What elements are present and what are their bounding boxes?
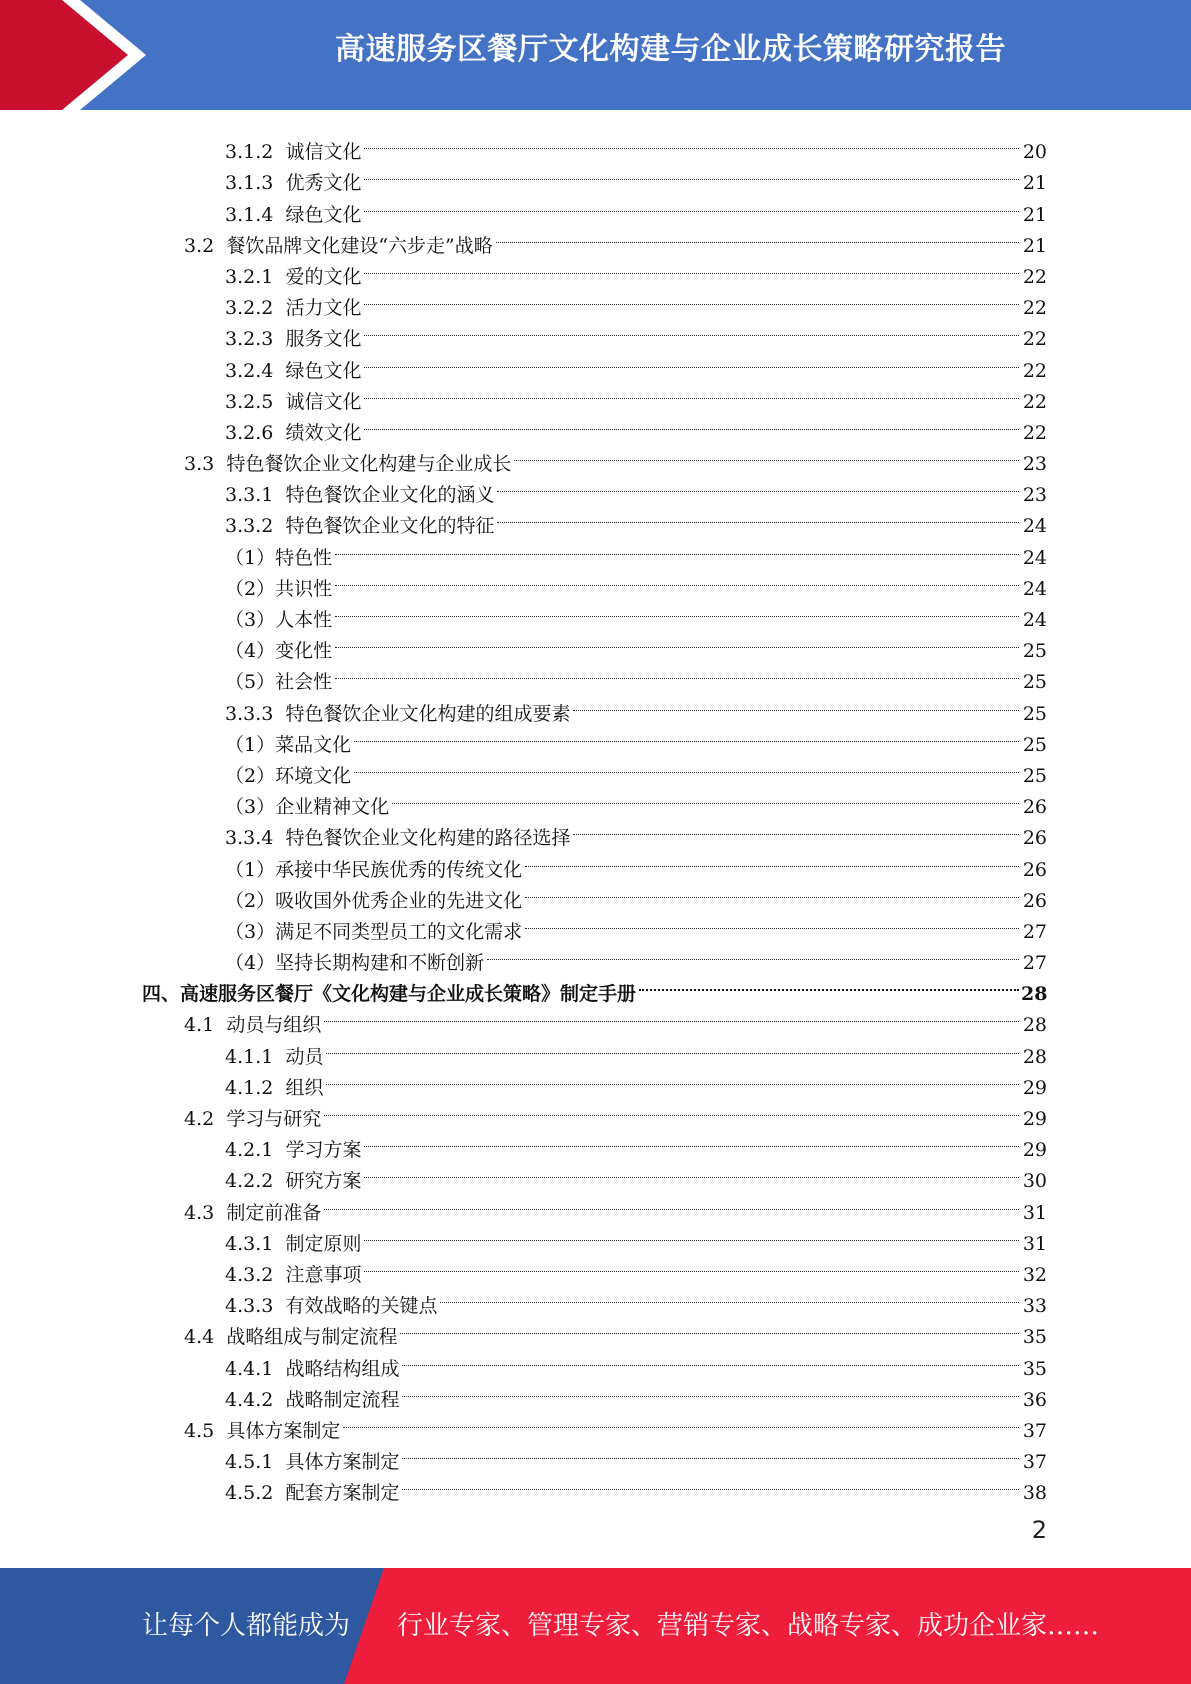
toc-dot-leader: [364, 314, 1019, 345]
toc-entry-label: 变化性: [275, 640, 333, 663]
toc-entry-page: 25: [1022, 764, 1047, 787]
toc-entry-label: 企业精神文化: [275, 796, 390, 819]
toc-entry-number: 3.3.2: [225, 515, 274, 538]
toc-entry-label: 战略组成与制定流程: [226, 1326, 398, 1349]
toc-entry-page: 37: [1022, 1451, 1047, 1474]
document-title: 高速服务区餐厅文化构建与企业成长策略研究报告: [335, 32, 1006, 67]
toc-entry-label: 满足不同类型员工的文化需求: [275, 920, 523, 943]
toc-entry[interactable]: [0, 1281, 1191, 1318]
toc-entry-number: （2）: [225, 764, 276, 787]
toc-dot-leader: [639, 969, 1019, 1000]
toc-entry-page: 29: [1022, 1139, 1047, 1162]
toc-dot-leader: [326, 1031, 1019, 1062]
toc-entry-label: 制定前准备: [226, 1201, 322, 1224]
toc-entry-page: 23: [1022, 453, 1047, 476]
toc-entry-label: 特色餐饮企业文化的特征: [285, 515, 495, 538]
toc-dot-leader: [402, 1437, 1019, 1468]
footer-slogan-left: 让每个人都能成为: [142, 1611, 351, 1641]
toc-entry[interactable]: [0, 314, 1191, 351]
toc-entry-label: 特色性: [275, 546, 333, 569]
toc-entry[interactable]: [0, 564, 1191, 600]
toc-entry-label: 特色餐饮企业文化的涵义: [285, 484, 495, 507]
toc-entry-number: （3）: [225, 920, 276, 943]
toc-dot-leader: [335, 626, 1019, 657]
toc-entry-label: 坚持长期构建和不断创新: [275, 952, 485, 975]
toc-entry[interactable]: [0, 345, 1191, 382]
toc-entry[interactable]: [0, 1250, 1191, 1286]
toc-entry[interactable]: [0, 1000, 1191, 1037]
page-header: [0, 0, 1191, 110]
toc-entry-page: 24: [1022, 577, 1047, 600]
toc-entry[interactable]: [0, 813, 1191, 850]
toc-entry[interactable]: [0, 688, 1191, 725]
toc-dot-leader: [400, 1312, 1019, 1343]
toc-entry-page: 35: [1022, 1357, 1047, 1380]
toc-entry-number: 四、: [142, 983, 181, 1006]
toc-entry-label: 餐饮品牌文化建设“六步走”战略: [226, 234, 493, 257]
toc-entry-page: 26: [1022, 889, 1047, 912]
toc-entry-number: （4）: [225, 640, 276, 663]
toc-entry-number: （1）: [225, 858, 276, 881]
toc-dot-leader: [335, 657, 1019, 688]
toc-entry-label: 服务文化: [285, 328, 362, 351]
toc-entry-page: 28: [1022, 1014, 1047, 1037]
toc-entry[interactable]: [0, 720, 1191, 756]
toc-entry[interactable]: [0, 595, 1191, 631]
toc-entry-label: 特色餐饮企业文化构建与企业成长: [226, 453, 512, 476]
toc-entry-label: 承接中华民族优秀的传统文化: [275, 858, 523, 881]
toc-entry-page: 22: [1022, 421, 1047, 444]
toc-entry-number: 3.3.3: [225, 702, 274, 725]
toc-entry-number: 3.3.4: [225, 827, 274, 850]
toc-entry-page: 22: [1022, 265, 1047, 288]
toc-entry-page: 24: [1022, 546, 1047, 569]
page-number: 2: [1031, 1516, 1047, 1544]
toc-entry-page: 36: [1022, 1388, 1047, 1411]
toc-entry-page: 25: [1022, 671, 1047, 694]
toc-entry[interactable]: [0, 127, 1191, 164]
toc-entry-page: 32: [1022, 1263, 1047, 1286]
toc-dot-leader: [402, 1343, 1019, 1374]
toc-dot-leader: [364, 1250, 1019, 1281]
toc-dot-leader: [364, 158, 1019, 189]
toc-entry-number: 4.1.2: [225, 1076, 274, 1099]
toc-entry-number: 4.1: [184, 1014, 215, 1037]
toc-dot-leader: [335, 564, 1019, 595]
toc-entry-label: 注意事项: [285, 1263, 362, 1286]
toc-entry-label: 战略结构组成: [285, 1357, 400, 1380]
toc-dot-leader: [514, 439, 1019, 470]
toc-entry-page: 22: [1022, 297, 1047, 320]
toc-entry[interactable]: [0, 876, 1191, 912]
toc-entry-page: 22: [1022, 359, 1047, 382]
toc-entry-number: （1）: [225, 546, 276, 569]
toc-entry-number: 4.1.1: [225, 1045, 274, 1068]
toc-entry-page: 30: [1022, 1170, 1047, 1193]
toc-dot-leader: [440, 1281, 1019, 1312]
toc-dot-leader: [364, 252, 1019, 283]
toc-dot-leader: [364, 283, 1019, 314]
toc-entry-page: 38: [1022, 1482, 1047, 1505]
toc-dot-leader: [497, 501, 1019, 532]
toc-dot-leader: [326, 1063, 1019, 1094]
toc-entry-label: 学习方案: [285, 1139, 362, 1162]
toc-entry-page: 25: [1022, 733, 1047, 756]
toc-entry-label: 爱的文化: [285, 265, 362, 288]
toc-entry-number: 4.3.2: [225, 1263, 274, 1286]
toc-entry-number: 4.4: [184, 1326, 215, 1349]
footer-slogan-right: 行业专家、管理专家、营销专家、战略专家、成功企业家……: [397, 1611, 1100, 1641]
toc-entry-number: 4.3.1: [225, 1232, 274, 1255]
toc-entry[interactable]: [0, 501, 1191, 538]
toc-entry[interactable]: [0, 1031, 1191, 1068]
toc-dot-leader: [343, 1406, 1019, 1437]
toc-dot-leader: [335, 595, 1019, 626]
toc-entry-number: 3.3: [184, 453, 215, 476]
toc-entry[interactable]: [0, 408, 1191, 444]
toc-entry-number: 3.2.4: [225, 359, 274, 382]
toc-entry[interactable]: [0, 1437, 1191, 1474]
toc-entry-label: 人本性: [275, 609, 333, 631]
toc-entry-number: 4.4.2: [225, 1388, 274, 1411]
toc-entry-number: 4.3.3: [225, 1295, 274, 1318]
toc-entry[interactable]: [0, 1125, 1191, 1162]
toc-dot-leader: [487, 938, 1019, 969]
toc-entry-number: （2）: [225, 889, 276, 912]
toc-entry-label: 有效战略的关键点: [285, 1295, 438, 1318]
toc-entry-number: （3）: [225, 796, 276, 819]
toc-entry-page: 26: [1022, 827, 1047, 850]
toc-entry-page: 24: [1022, 515, 1047, 538]
toc-dot-leader: [324, 1187, 1019, 1218]
toc-entry-label: 高速服务区餐厅《文化构建与企业成长策略》制定手册: [180, 983, 637, 1006]
toc-dot-leader: [402, 1375, 1019, 1406]
toc-entry-label: 具体方案制定: [226, 1419, 341, 1442]
toc-entry-number: 3.3.1: [225, 484, 274, 507]
toc-entry-number: 3.2.6: [225, 421, 274, 444]
toc-entry-page: 21: [1022, 203, 1047, 226]
toc-entry-number: 3.2.5: [225, 390, 274, 413]
toc-entry-number: 4.5: [184, 1419, 215, 1442]
toc-entry-page: 26: [1022, 796, 1047, 819]
toc-entry-title: [225, 1478, 402, 1509]
toc-entry-label: 特色餐饮企业文化构建的路径选择: [285, 827, 571, 850]
toc-entry[interactable]: [0, 657, 1191, 694]
toc-entry-label: 共识性: [275, 577, 333, 600]
toc-entry[interactable]: [0, 907, 1191, 943]
toc-entry-label: 战略制定流程: [285, 1388, 400, 1411]
toc-entry-page: 31: [1022, 1232, 1047, 1255]
toc-entry-label: 绿色文化: [285, 359, 362, 382]
toc-entry-label: 环境文化: [275, 764, 352, 787]
toc-dot-leader: [497, 470, 1019, 501]
toc-entry-number: 3.2.2: [225, 297, 274, 320]
toc-entry-label: 配套方案制定: [285, 1482, 400, 1505]
toc-dot-leader: [364, 408, 1019, 439]
toc-entry-number: 4.2.1: [225, 1139, 274, 1162]
toc-entry[interactable]: [0, 1406, 1191, 1442]
toc-entry-page: 29: [1022, 1108, 1047, 1130]
toc-entry-page: 27: [1022, 952, 1047, 975]
toc-entry-page: 31: [1022, 1201, 1047, 1224]
toc-entry-page: 24: [1022, 609, 1047, 631]
toc-dot-leader: [364, 345, 1019, 376]
toc-dot-leader: [354, 720, 1019, 751]
toc-dot-leader: [364, 189, 1019, 220]
toc-entry-label: 具体方案制定: [285, 1451, 400, 1474]
toc-entry-number: 3.2.3: [225, 328, 274, 351]
toc-entry-page: 21: [1022, 234, 1047, 257]
toc-entry-page: 22: [1022, 390, 1047, 413]
toc-dot-leader: [364, 127, 1019, 158]
toc-entry-number: 4.4.1: [225, 1357, 274, 1380]
toc-entry-label: 动员: [285, 1045, 324, 1068]
toc-entry-page: 29: [1022, 1076, 1047, 1099]
toc-dot-leader: [525, 844, 1019, 875]
toc-entry-number: 3.1.3: [225, 172, 274, 195]
toc-entry-number: 3.1.4: [225, 203, 274, 226]
toc-entry-label: 动员与组织: [226, 1014, 322, 1037]
toc-entry-number: （4）: [225, 952, 276, 975]
toc-entry[interactable]: [0, 938, 1191, 975]
toc-dot-leader: [364, 1219, 1019, 1250]
toc-entry[interactable]: [0, 1063, 1191, 1099]
toc-entry-label: 组织: [285, 1076, 324, 1099]
toc-entry-number: 4.3: [184, 1201, 215, 1224]
toc-entry-number: 3.2: [184, 234, 215, 257]
toc-entry-number: 3.1.2: [225, 141, 274, 164]
toc-dot-leader: [335, 532, 1019, 563]
toc-entry-number: （1）: [225, 733, 276, 756]
toc-entry[interactable]: [0, 1468, 1191, 1505]
toc-entry[interactable]: [0, 782, 1191, 819]
toc-dot-leader: [525, 907, 1019, 938]
toc-dot-leader: [354, 751, 1019, 782]
toc-entry[interactable]: [0, 751, 1191, 787]
toc-entry-number: 4.5.2: [225, 1482, 274, 1505]
toc-dot-leader: [496, 221, 1019, 252]
toc-dot-leader: [573, 813, 1019, 844]
toc-entry[interactable]: [0, 439, 1191, 476]
toc-entry-label: 绿色文化: [285, 203, 362, 226]
toc-entry-page: 33: [1022, 1295, 1047, 1318]
toc-entry-number: 3.2.1: [225, 265, 274, 288]
toc-entry-page: 28: [1021, 983, 1048, 1006]
toc-entry-number: 4.2.2: [225, 1170, 274, 1193]
toc-entry-number: （3）: [225, 609, 276, 631]
toc-entry-number: 4.5.1: [225, 1451, 274, 1474]
toc-entry[interactable]: [0, 844, 1191, 881]
toc-entry-page: 20: [1022, 141, 1047, 164]
toc-entry-label: 诚信文化: [285, 141, 362, 164]
toc-dot-leader: [364, 1125, 1019, 1156]
toc-dot-leader: [364, 1156, 1019, 1187]
toc-entry[interactable]: [0, 470, 1191, 507]
toc-entry-label: 绩效文化: [285, 421, 362, 444]
toc-entry[interactable]: [0, 377, 1191, 413]
toc-entry-page: 23: [1022, 484, 1047, 507]
toc-entry[interactable]: [0, 189, 1191, 226]
toc-entry-label: 学习与研究: [226, 1108, 322, 1130]
toc-entry[interactable]: [0, 1187, 1191, 1224]
toc-dot-leader: [392, 782, 1019, 813]
toc-entry[interactable]: [0, 221, 1191, 257]
toc-dot-leader: [364, 377, 1019, 408]
toc-entry[interactable]: [0, 1375, 1191, 1411]
table-of-contents: [0, 127, 1191, 1505]
toc-entry-label: 菜品文化: [275, 733, 352, 756]
toc-entry-number: （2）: [225, 577, 276, 600]
toc-entry[interactable]: [0, 1156, 1191, 1193]
header-arrow-decoration: [0, 0, 160, 110]
toc-entry-label: 社会性: [275, 671, 333, 694]
toc-entry[interactable]: [0, 252, 1191, 288]
toc-entry-page: 28: [1022, 1045, 1047, 1068]
toc-entry-label: 制定原则: [285, 1232, 362, 1255]
toc-entry[interactable]: [0, 1312, 1191, 1349]
toc-entry[interactable]: [0, 1343, 1191, 1380]
toc-entry-label: 诚信文化: [285, 390, 362, 413]
toc-entry[interactable]: [0, 969, 1191, 1006]
page-footer: [0, 1568, 1191, 1684]
toc-entry-page: 25: [1022, 640, 1047, 663]
toc-entry[interactable]: [0, 283, 1191, 320]
toc-entry-page: 22: [1022, 328, 1047, 351]
toc-entry-page: 37: [1022, 1419, 1047, 1442]
toc-dot-leader: [324, 1094, 1019, 1125]
toc-entry[interactable]: [0, 1094, 1191, 1130]
toc-entry[interactable]: [0, 532, 1191, 569]
toc-dot-leader: [402, 1468, 1019, 1499]
toc-dot-leader: [525, 876, 1019, 907]
toc-entry-label: 特色餐饮企业文化构建的组成要素: [285, 702, 571, 725]
toc-entry-page: 21: [1022, 172, 1047, 195]
toc-entry-page: 35: [1022, 1326, 1047, 1349]
toc-entry-page: 25: [1022, 702, 1047, 725]
toc-entry-number: 4.2: [184, 1108, 215, 1130]
toc-entry-label: 研究方案: [285, 1170, 362, 1193]
toc-entry-page: 26: [1022, 858, 1047, 881]
toc-entry-number: （5）: [225, 671, 276, 694]
toc-entry-label: 优秀文化: [285, 172, 362, 195]
toc-entry[interactable]: [0, 626, 1191, 663]
toc-entry-label: 吸收国外优秀企业的先进文化: [275, 889, 523, 912]
toc-entry[interactable]: [0, 158, 1191, 195]
toc-dot-leader: [324, 1000, 1019, 1031]
toc-dot-leader: [573, 688, 1019, 719]
toc-entry[interactable]: [0, 1219, 1191, 1255]
toc-entry-page: 27: [1022, 920, 1047, 943]
toc-entry-label: 活力文化: [285, 297, 362, 320]
